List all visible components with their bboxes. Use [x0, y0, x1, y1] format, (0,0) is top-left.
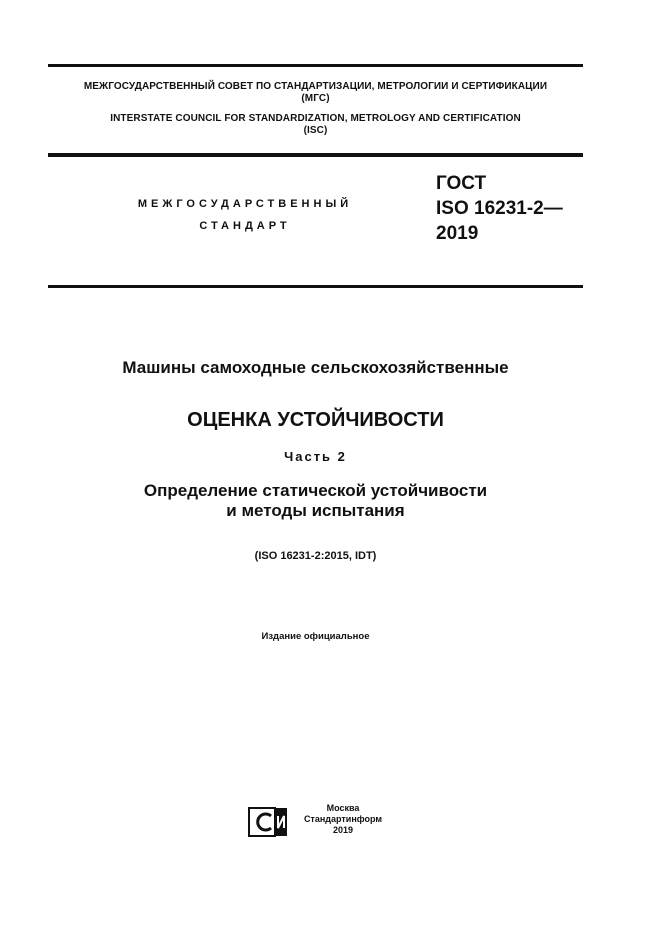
- standard-type-line2: СТАНДАРТ: [199, 220, 291, 232]
- document-topic: ОЦЕНКА УСТОЙЧИВОСТИ: [187, 409, 444, 431]
- designation-line3: 2019: [436, 223, 479, 244]
- council-en-line2: (ISC): [303, 125, 328, 136]
- designation-line2: ISO 16231-2—: [436, 198, 563, 219]
- document-main-title: Машины самоходные сельскохозяйственные: [122, 358, 509, 377]
- publisher-text: [298, 803, 388, 836]
- subtitle-line2: и методы испытания: [226, 501, 405, 520]
- designation-line1: ГОСТ: [436, 173, 487, 194]
- document-subtitle: [48, 481, 583, 521]
- council-en-line1: INTERSTATE COUNCIL FOR STANDARDIZATION, METROLOGY AND CERTIFICATION: [110, 113, 521, 124]
- council-ru-line1: МЕЖГОСУДАРСТВЕННЫЙ СОВЕТ ПО СТАНДАРТИЗАЦИИ, МЕТРОЛОГИИ И СЕРТИФИКАЦИИ: [83, 81, 548, 92]
- standard-type-line1: МЕЖГОСУДАРСТВЕННЫЙ: [137, 198, 353, 210]
- publisher-block: [248, 803, 388, 843]
- iso-reference: (ISO 16231-2:2015, IDT): [254, 550, 377, 562]
- subtitle-line1: Определение статической устойчивости: [143, 481, 488, 500]
- council-ru-line2: (МГС): [301, 93, 330, 104]
- council-name-en: [48, 113, 583, 137]
- top-rule: [48, 64, 583, 67]
- publisher-city: Москва: [326, 803, 360, 813]
- standartinform-logo-icon: [248, 807, 288, 837]
- council-name-ru: [48, 81, 583, 105]
- publisher-year: 2019: [332, 825, 354, 835]
- standard-type: [100, 193, 390, 237]
- standard-designation: [436, 171, 563, 246]
- edition-label: Издание официальное: [261, 631, 370, 642]
- middle-rule: [48, 153, 583, 157]
- document-part: Часть 2: [284, 449, 347, 464]
- lower-rule: [48, 285, 583, 288]
- publisher-name: Стандартинформ: [303, 814, 383, 824]
